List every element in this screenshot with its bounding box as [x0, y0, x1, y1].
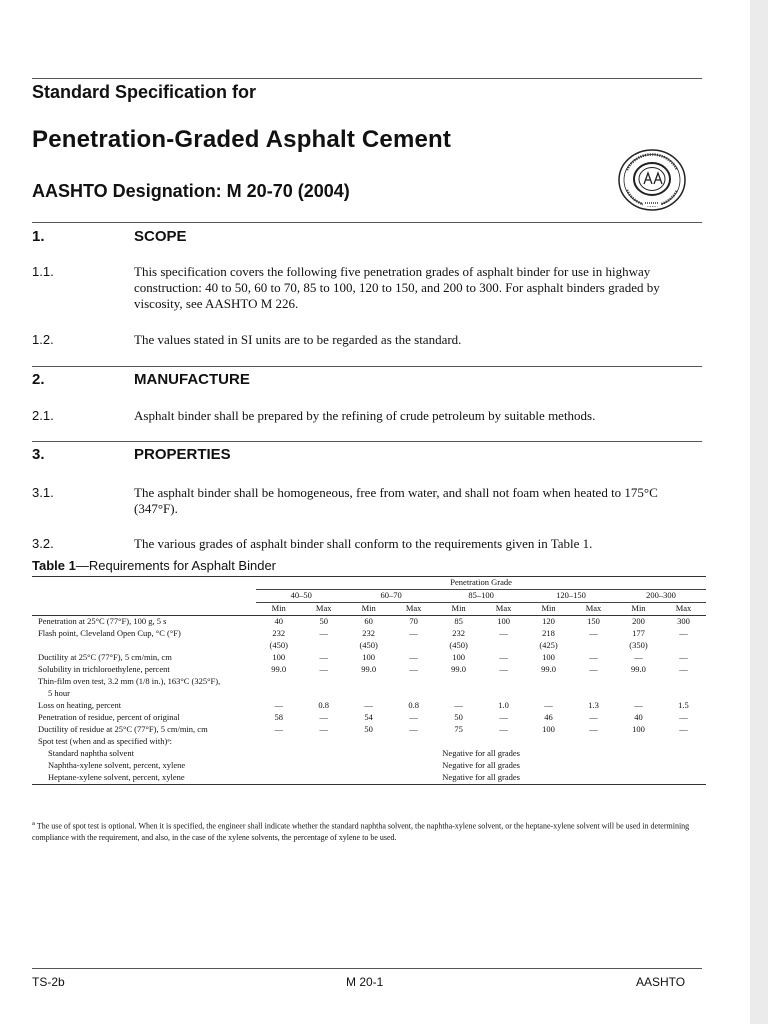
property-label: Naphtha-xylene solvent, percent, xylene [48, 760, 186, 770]
table-cell: (450) [449, 640, 468, 650]
table-row [32, 616, 706, 629]
table-cell: 60 [364, 616, 373, 626]
table-caption-label: Table 1 [32, 558, 76, 573]
table-cell [391, 736, 436, 748]
section-title-scope: SCOPE [134, 228, 187, 245]
grade-header: 85–100 [436, 590, 526, 603]
table-cell: 0.8 [408, 700, 419, 710]
property-label: Penetration at 25°C (77°F), 100 g, 5 s [38, 616, 167, 626]
table-cell [256, 688, 301, 700]
max-header: Max [301, 603, 346, 616]
table-cell: 232 [452, 628, 465, 638]
table-cell [616, 736, 661, 748]
paragraph-text: The various grades of asphalt binder shall conform to the requirements given in Table 1. [134, 536, 593, 551]
min-header: Min [346, 603, 391, 616]
table-cell: — [319, 712, 328, 722]
footnote-text: The use of spot test is optional. When it is specified, the engineer shall indicate whether the standard naphtha solvent, the naphtha-xylene solvent, or the heptane-xylene solvent will be used in determining compliance with the requirement, and also, in the case of the xylene solvents, the percentage of xylene to be used. [32, 821, 690, 842]
table-cell: 75 [454, 724, 463, 734]
paragraph-number: 3.1. [32, 485, 54, 500]
table-cell: 0.8 [318, 700, 329, 710]
table-caption [32, 558, 276, 573]
table-cell: 50 [454, 712, 463, 722]
table-cell [526, 736, 571, 748]
table-cell: — [364, 700, 373, 710]
section-rule [32, 441, 702, 442]
table-cell: 218 [542, 628, 555, 638]
max-header: Max [391, 603, 436, 616]
table-cell: — [319, 664, 328, 674]
table-cell: (350) [629, 640, 648, 650]
table-cell: — [589, 712, 598, 722]
table-cell: — [409, 724, 418, 734]
table-caption-text: —Requirements for Asphalt Binder [75, 558, 276, 573]
table-cell: 85 [454, 616, 463, 626]
grade-header: 60–70 [346, 590, 436, 603]
table-cell: 50 [364, 724, 373, 734]
table-cell [571, 688, 616, 700]
property-label: 5 hour [48, 688, 70, 698]
grade-header: 200–300 [616, 590, 706, 603]
table-cell: 99.0 [451, 664, 467, 674]
table-cell [481, 676, 526, 688]
table-cell: 200 [632, 616, 645, 626]
table-cell [661, 676, 706, 688]
table-cell [346, 688, 391, 700]
property-label: Flash point, Cleveland Open Cup, °C (°F) [38, 628, 181, 638]
table-cell: 99.0 [631, 664, 646, 674]
table-cell: — [319, 724, 328, 734]
top-rule [32, 78, 702, 79]
section-title-manufacture: MANUFACTURE [134, 371, 250, 388]
table-cell: — [454, 700, 463, 710]
table-row [32, 736, 706, 748]
table-cell: (450) [269, 640, 288, 650]
table-group-header-row [32, 577, 706, 590]
table-cell: — [589, 652, 598, 662]
table-cell [301, 676, 346, 688]
table-cell: — [499, 724, 508, 734]
paragraph-number: 2.1. [32, 408, 54, 423]
property-label: Thin-film oven test, 3.2 mm (1/8 in.), 163°C (325°F), [38, 676, 221, 686]
paragraph-text: This specification covers the following five penetration grades of asphalt binder for use in highway construction: 40 to 50, 60 to 70, 85 to 100, 120 to 150, and 200 to 300. For asphalt binders graded by viscosity, see AASHTO M 226. [134, 264, 660, 311]
table-cell: — [409, 652, 418, 662]
table-cell [436, 736, 481, 748]
table-cell [526, 676, 571, 688]
table-cell: 99.0 [361, 664, 377, 674]
group-header: Penetration Grade [256, 577, 706, 590]
paragraph-number: 1.1. [32, 264, 54, 279]
table-row [32, 748, 706, 760]
table-cell: 46 [544, 712, 553, 722]
table-footnote [32, 818, 706, 843]
max-header: Max [661, 603, 706, 616]
table-cell [661, 640, 706, 652]
table-cell [571, 676, 616, 688]
footnote-mark: a [32, 820, 35, 827]
table-row [32, 652, 706, 664]
aashto-seal-icon [617, 148, 687, 212]
paragraph-number: 3.2. [32, 536, 54, 551]
table-cell: 300 [677, 616, 690, 626]
section-number: 2. [32, 371, 45, 388]
table-cell: — [499, 652, 508, 662]
table-cell [436, 676, 481, 688]
property-label: Loss on heating, percent [38, 700, 122, 710]
grade-header: 120–150 [526, 590, 616, 603]
table-cell [481, 640, 526, 652]
requirements-table-body [32, 577, 706, 785]
table-cell [391, 640, 436, 652]
table-cell: Negative for all grades [442, 748, 520, 758]
table-cell [301, 640, 346, 652]
table-row [32, 760, 706, 772]
property-label: Solubility in trichloroethylene, percent [38, 664, 170, 674]
table-cell: 232 [272, 628, 286, 638]
table-cell: — [409, 628, 418, 638]
table-cell [571, 640, 616, 652]
table-cell: (450) [359, 640, 378, 650]
section-rule [32, 366, 702, 367]
table-cell: — [409, 712, 418, 722]
table-cell: (425) [539, 640, 558, 650]
requirements-table [32, 576, 706, 785]
table-cell: — [274, 724, 283, 734]
table-cell [661, 736, 706, 748]
grade-header: 40–50 [256, 590, 346, 603]
table-cell: — [499, 628, 508, 638]
table-cell: 232 [362, 628, 376, 638]
table-cell [346, 676, 391, 688]
table-cell: Negative for all grades [256, 772, 706, 785]
table-minmax-row [32, 603, 706, 616]
table-row [32, 772, 706, 785]
table-row [32, 664, 706, 676]
paragraph-text: The values stated in SI units are to be regarded as the standard. [134, 332, 462, 347]
table-cell: 100 [632, 724, 645, 734]
table-cell: — [589, 664, 598, 674]
table-cell: 1.0 [498, 700, 509, 710]
table-cell [661, 688, 706, 700]
property-label: Spot test (when and as specified with)ᵃ: [38, 736, 173, 746]
table-cell: 40 [634, 712, 643, 722]
property-label: Standard naphtha solvent [48, 748, 134, 758]
table-cell: — [679, 724, 688, 734]
table-cell: — [679, 664, 688, 674]
table-cell: 1.3 [588, 700, 599, 710]
property-label: Heptane-xylene solvent, percent, xylene [32, 772, 256, 785]
property-label: Ductility of residue at 25°C (77°F), 5 cm/min, cm [38, 724, 208, 734]
max-header: Max [571, 603, 616, 616]
table-cell: 1.5 [678, 700, 689, 710]
table-row [32, 700, 706, 712]
min-header: Min [436, 603, 481, 616]
footer-rule [32, 968, 702, 969]
table-row [32, 712, 706, 724]
table-cell [481, 688, 526, 700]
table-cell [436, 688, 481, 700]
table-cell [571, 736, 616, 748]
table-cell [391, 688, 436, 700]
table-cell: — [319, 628, 328, 638]
table-cell [616, 676, 661, 688]
section-number: 3. [32, 446, 45, 463]
table-cell: 54 [364, 712, 373, 722]
table-cell: 100 [542, 652, 555, 662]
table-row [32, 688, 706, 700]
table-cell: 58 [274, 712, 283, 722]
table-cell [346, 736, 391, 748]
table-cell: — [499, 664, 508, 674]
table-cell [481, 736, 526, 748]
designation: AASHTO Designation: M 20-70 (2004) [32, 181, 350, 201]
table-cell [391, 676, 436, 688]
table-cell: — [589, 628, 598, 638]
table-cell: 100 [497, 616, 510, 626]
table-cell: — [319, 652, 328, 662]
table-cell: 100 [362, 652, 376, 662]
table-cell: — [679, 652, 688, 662]
table-cell [256, 736, 301, 748]
table-cell [616, 688, 661, 700]
max-header: Max [481, 603, 526, 616]
table-cell: 99.0 [271, 664, 287, 674]
min-header: Min [616, 603, 661, 616]
table-cell [301, 736, 346, 748]
table-cell: — [409, 664, 418, 674]
table-cell: Negative for all grades [442, 760, 520, 770]
table-cell: 177 [632, 628, 645, 638]
table-cell: — [274, 700, 283, 710]
paragraph-number: 1.2. [32, 332, 54, 347]
table-cell [301, 688, 346, 700]
table-row [32, 628, 706, 640]
table-cell: — [589, 724, 598, 734]
table-grade-row [32, 590, 706, 603]
paragraph-text: Asphalt binder shall be prepared by the refining of crude petroleum by suitable methods. [134, 408, 596, 423]
table-cell [256, 676, 301, 688]
table-cell: — [634, 652, 643, 662]
footer-center: M 20-1 [346, 975, 384, 989]
table-cell: 150 [587, 616, 600, 626]
table-cell: 100 [542, 724, 555, 734]
table-cell: — [679, 628, 688, 638]
section-number: 1. [32, 228, 45, 245]
table-row [32, 640, 706, 652]
min-header: Min [256, 603, 301, 616]
page-side-strip [750, 0, 768, 1024]
property-label: Penetration of residue, percent of original [38, 712, 180, 722]
table-cell: 70 [409, 616, 418, 626]
table-row [32, 724, 706, 736]
table-cell: 50 [319, 616, 328, 626]
table-cell: — [499, 712, 508, 722]
footer-left: TS-2b [32, 975, 65, 989]
table-cell: 100 [452, 652, 465, 662]
section-rule [32, 222, 702, 223]
table-cell: 100 [272, 652, 286, 662]
paragraph-text: The asphalt binder shall be homogeneous, free from water, and shall not foam when heated to 175°C (347°F). [134, 485, 658, 516]
table-cell: — [544, 700, 553, 710]
table-cell [526, 688, 571, 700]
property-label: Ductility at 25°C (77°F), 5 cm/min, cm [38, 652, 172, 662]
pre-title: Standard Specification for [32, 82, 257, 102]
table-cell: — [634, 700, 643, 710]
table-cell: 120 [542, 616, 555, 626]
section-title-properties: PROPERTIES [134, 446, 231, 463]
table-cell: — [679, 712, 688, 722]
table-cell: 40 [274, 616, 283, 626]
table-cell: 99.0 [541, 664, 556, 674]
table-row [32, 676, 706, 688]
min-header: Min [526, 603, 571, 616]
property-label [32, 640, 256, 652]
document-title: Penetration-Graded Asphalt Cement [32, 126, 452, 153]
footer-right: AASHTO [636, 975, 686, 989]
